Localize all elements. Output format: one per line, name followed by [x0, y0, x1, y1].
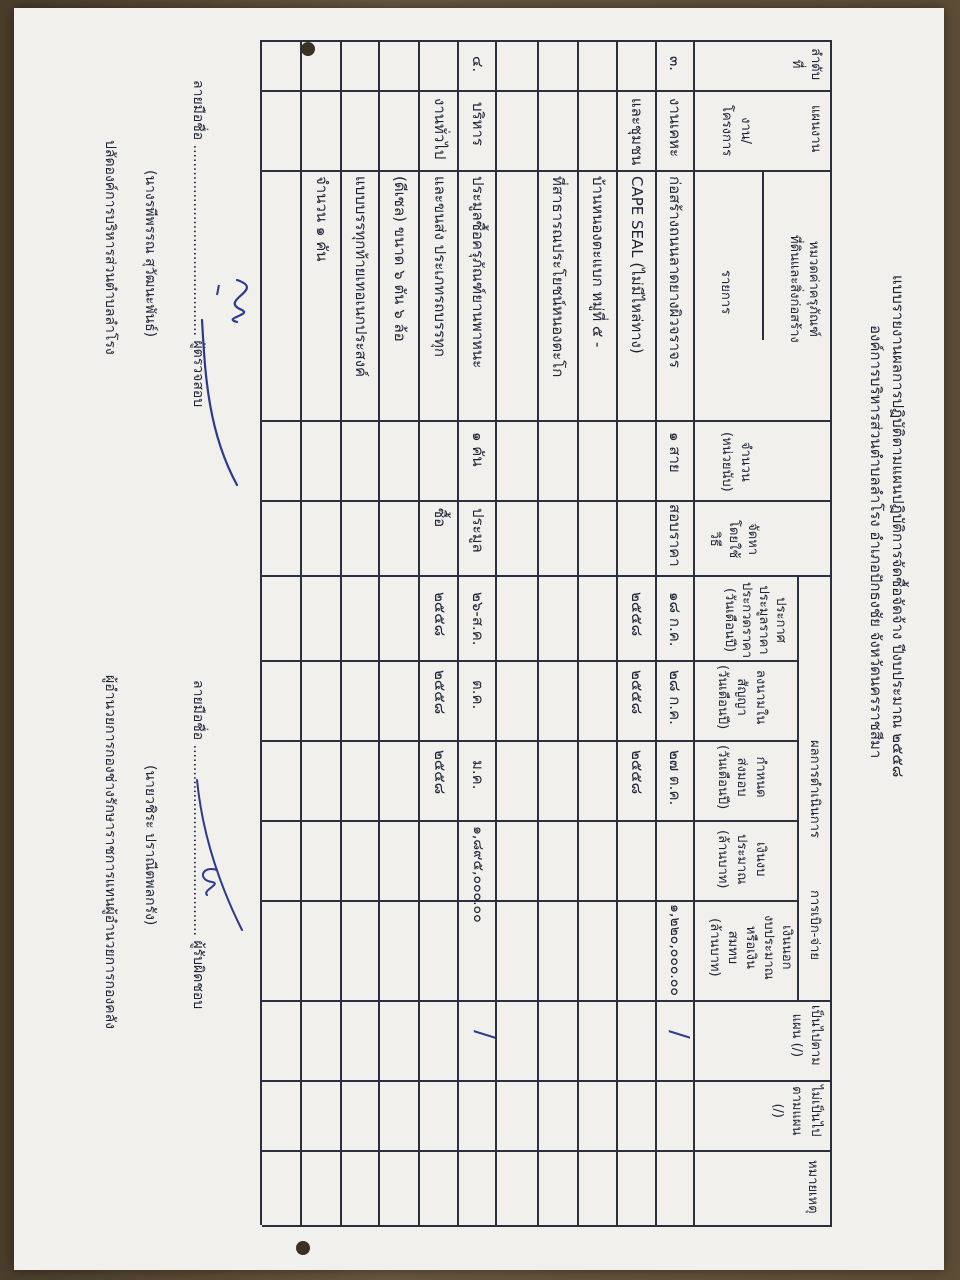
row-delivery-year: ๒๕๕๘ [628, 750, 646, 795]
row-sign-year: ๒๕๕๘ [431, 670, 449, 715]
row-item-line: ก่อสร้างถนนลาดยางผิวจราจร [666, 176, 684, 368]
inspector-position: ปลัดองค์การบริหารส่วนตำบลลำโรง [102, 140, 118, 355]
header-project: งาน/ โครงการ [719, 105, 753, 157]
row-on-plan-mark: / [469, 1030, 499, 1039]
row-plan: บริหาร [469, 102, 487, 146]
row-item-line: ที่สาธารณประโยชน์หนองตะโก [549, 176, 567, 378]
row-quantity: ๑ สาย [666, 432, 684, 473]
header-method: จัดหา โดยใช้ วิธี [707, 520, 760, 559]
row-plan: และชุมชน [628, 98, 646, 166]
row-on-plan-mark: / [664, 1030, 694, 1039]
row-item-line: จำนวน ๑ คัน [313, 176, 331, 262]
header-category: หมวดค่าครุภัณฑ์ ที่ดินและสิ่งก่อสร้าง [787, 235, 821, 343]
header-item: รายการ [718, 270, 733, 315]
row-item-line: ประมูลซื้อครุภัณฑ์ยานพาหนะ [469, 176, 487, 369]
row-method: ประมูล [469, 508, 487, 553]
row-plan: งานเคหะ [666, 98, 684, 158]
row-delivery-date: ม.ค. [469, 760, 487, 790]
responsible-position: ผู้อำนวยการกองช่างรักษาราชการแทนผู้อำนวยการกองคลัง [102, 675, 118, 1029]
header-plan: แผนงาน [808, 105, 823, 153]
row-sign-date: ๒๘ ก.ค. [666, 670, 684, 725]
header-off-plan: ไม่เป็นไป ตามแผน (/) [770, 1085, 823, 1137]
header-quantity: จำนวน (หน่วยนับ) [719, 432, 753, 492]
row-quantity: ๑ คัน [469, 432, 487, 467]
row-sign-date: ต.ค. [469, 680, 487, 710]
row-announce-year: ๒๕๕๘ [431, 592, 449, 637]
row-announce-year: ๒๕๕๘ [628, 592, 646, 637]
row-seq: ๔. [469, 56, 487, 73]
signature-line-responsible: ลายมือชื่อ ........................................... ผู้รับผิดชอบ [190, 680, 206, 1010]
row-item-line: แบบบรรทุกท้ายเทอเนกประสงค์ [352, 176, 370, 378]
header-on-plan: เป็นไปตาม แผน (/) [789, 1005, 823, 1066]
header-remark: หมายเหตุ [805, 1160, 820, 1214]
row-item-line: บ้านหนองตะแบก หมู่ที่ ๕ - [589, 176, 607, 348]
row-item-line: CAPE SEAL (ไม่มีไหล่ทาง) [628, 176, 646, 354]
handwritten-signature-inspector [157, 260, 277, 500]
report-subtitle: องค์การบริหารส่วนตำบลลำโรง อำเภอปักธงชัย จังหวัดนครราชสีมา [867, 325, 885, 759]
row-nonbudget: ๑,๒๒๐,๐๐๐.๐๐ [667, 904, 683, 996]
inspector-name: (นางรพีพรรณ สุวัฒนะพันธ์) [142, 170, 158, 338]
header-announce: ประกาศ ประมูลราคา ประกวดราคา (วันเดือนปี) [722, 582, 788, 659]
header-disburse-group: การเบิก-จ่าย [807, 890, 822, 960]
header-result-group: ผลการดำเนินการ [807, 740, 822, 838]
header-seq: ลำดับ ที่ [789, 48, 823, 80]
signature-line-inspector: ลายมือชื่อ ........................................... ผู้ตรวจสอบ [190, 80, 206, 408]
row-delivery-date: ๒๗ ต.ค. [666, 750, 684, 806]
row-budget: ๑,๘๙๕,๐๐๐.๐๐ [470, 826, 486, 923]
row-method: ซื้อ [431, 508, 449, 528]
responsible-name: (นายวชิระ ปราณีตพลกรัง) [142, 765, 158, 926]
row-announce-date: ๒๖-ส.ค. [469, 592, 487, 646]
header-budget: เงินงบ ประมาณ (ล้านบาท) [715, 830, 768, 889]
row-method: สอบราคา [666, 504, 684, 567]
row-sign-year: ๒๕๕๘ [628, 670, 646, 715]
row-delivery-year: ๒๕๕๘ [431, 750, 449, 795]
header-nonbudget: เงินนอก งบประมาณ หรือเงิน สมทบ (ล้านบาท) [707, 915, 794, 980]
report-page [12, 20, 917, 1245]
row-seq: ๓. [666, 56, 684, 72]
row-item-line: และขนส่ง ประเภทรถบรรทุก [431, 176, 449, 357]
handwritten-signature-responsible [177, 770, 257, 940]
header-delivery: กำหนด ส่งมอบ (วันเดือนปี) [715, 745, 768, 810]
row-plan: งานทั่วไป [431, 98, 449, 160]
row-item-line: (ดีเซล) ขนาด ๖ ตัน ๖ ล้อ [391, 176, 409, 342]
row-announce-date: ๑๘ ก.ค. [666, 592, 684, 647]
report-title: แบบรายงานผลการปฏิบัติตามแผนปฏิบัติการจัดซื้อจัดจ้าง ปีงบประมาณ ๒๕๕๘ [889, 275, 907, 778]
header-contract-sign: ลงนามใน สัญญา (วันเดือนปี) [715, 665, 768, 730]
